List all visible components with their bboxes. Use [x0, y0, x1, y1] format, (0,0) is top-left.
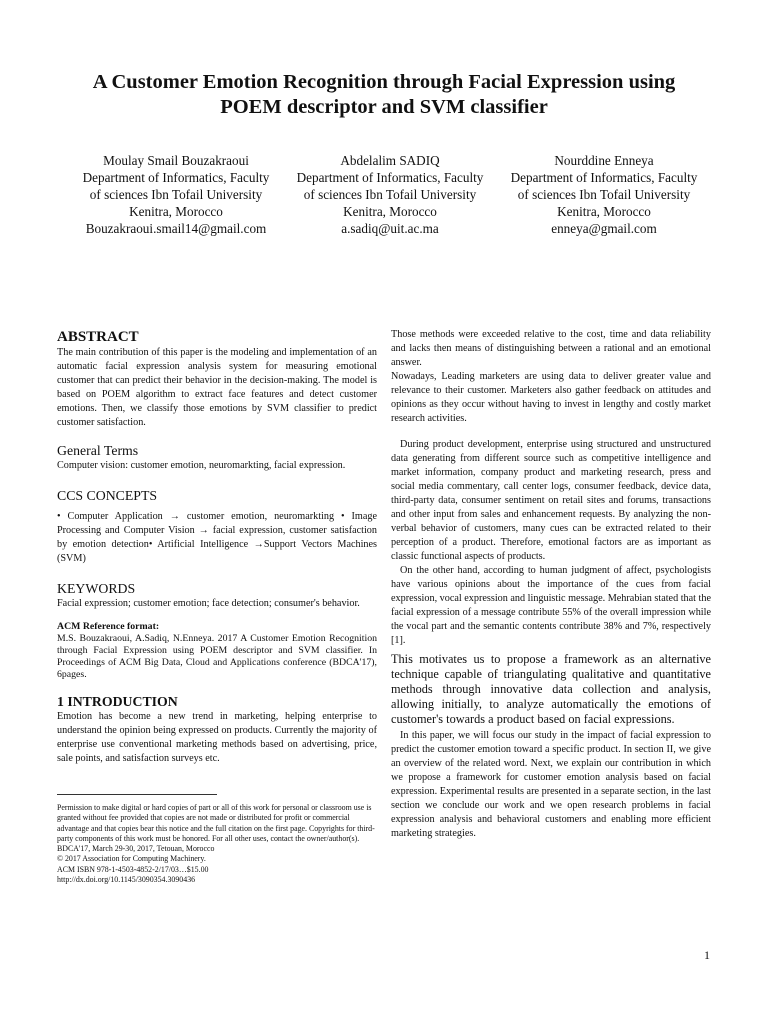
author-uni: of sciences Ibn Tofail University — [303, 187, 477, 202]
acm-reference-text: M.S. Bouzakraoui, A.Sadiq, N.Enneya. 2017 A Customer Emotion Recognition through Facial Expression using POEM descriptor and SVM classifier. In Proceedings of ACM Big Data, Cloud and Applications conference (BDCA'17), 6pages. — [57, 633, 377, 680]
paper-title — [40, 70, 728, 120]
title-line-1: A Customer Emotion Recognition through Facial Expression using — [92, 71, 676, 93]
author-block — [70, 152, 710, 237]
paragraph-2: Nowadays, Leading marketers are using data to deliver greater value and relevance to their customer. Marketers also gather feedback on attitudes and opinions as they occur without having to invest in lengthy and costly market research activities. — [391, 371, 711, 424]
author-3 — [498, 152, 710, 237]
ccs-heading: CCS CONCEPTS — [57, 488, 158, 503]
author-1 — [70, 152, 282, 237]
general-terms-heading: General Terms — [57, 443, 139, 458]
acm-reference-heading: ACM Reference format: — [57, 621, 160, 632]
author-dept: Department of Informatics, Faculty — [82, 170, 270, 185]
author-uni: of sciences Ibn Tofail University — [517, 187, 691, 202]
ccs-text: • Computer Application → customer emotion, neuromarkting • Image Processing and Computer Vision → facial expression, customer satisfaction by emotion detection• Artificial Intelligence →Support Vectors Machines (SVM) — [57, 511, 377, 564]
paragraph-3: During product development, enterprise using structured and unstructured data generating from different source such as competitive intelligence and market information, company product and marketing research, press and social media commentary, call center logs, consumer feedback, device data, third-party data, consumer sentiment on retail sites and forums, transactions and other input from sales and enhancement requests. By analyzing the non-verbal behavior of customers, many cues can be extracted related to their perception of a product. Therefore, emotional factors are as important as classic functional aspects of products. — [391, 439, 711, 562]
author-name: Nourddine Enneya — [554, 153, 654, 168]
page-number: 1 — [704, 948, 710, 962]
right-column — [391, 328, 711, 841]
author-dept: Department of Informatics, Faculty — [296, 170, 484, 185]
footnote-conference: BDCA'17, March 29-30, 2017, Tetouan, Morocco — [57, 844, 215, 854]
author-email[interactable]: a.sadiq@uit.ac.ma — [341, 221, 439, 236]
author-2 — [284, 152, 496, 237]
footnote-isbn: ACM ISBN 978-1-4503-4852-2/17/03…$15.00 — [57, 864, 209, 874]
keywords-heading: KEYWORDS — [57, 581, 136, 596]
abstract-text: The main contribution of this paper is the modeling and implementation of an automatic facial expression analysis system for measuring emotional customer that can predict their behavior in the decision-making. The model is based on POEM algorithm to extract face features and detect customer emotions. Then, we classify those emotions by SVM classifier to predict customer satisfaction. — [57, 347, 377, 428]
paragraph-6: In this paper, we will focus our study in the impact of facial expression to predict the customer emotion toward a specific product. In section II, we give an overview of the related word. Next, we explain our contribution in which we propose a framework for customer emotion analysis based on facial expression. Experimental results are presented in a separate section, in the last section we conclude our work and we open research problems in facial expression analysis and behavioral customers and enabling more efficient marketing strategies. — [391, 730, 711, 839]
general-terms-text: Computer vision: customer emotion, neuromarkting, facial expression. — [57, 460, 346, 471]
author-name: Abdelalim SADIQ — [340, 153, 440, 168]
paragraph-1: Those methods were exceeded relative to the cost, time and data reliability and lacks then means of distinguishing between a rational and an emotional answer. — [391, 329, 711, 368]
footnote-permission: Permission to make digital or hard copies of part or all of this work for personal or classroom use is granted without fee provided that copies are not made or distributed for profit or commercial advantage and that copies bear this notice and the full citation on the first page. Copyrights for third-party components of this work must be honored. For all other uses, contact the owner/author(s). — [57, 803, 375, 843]
left-column — [57, 328, 377, 885]
paragraph-5: This motivates us to propose a framework as an alternative technique capable of triangulating qualitative and quantitative methods through innovative data collection and analysis, allowing initially, to analyze automatically the emotions of customer's towards a product based on facial expressions. — [391, 652, 711, 726]
author-dept: Department of Informatics, Faculty — [510, 170, 698, 185]
keywords-text: Facial expression; customer emotion; face detection; consumer's behavior. — [57, 598, 360, 609]
author-city: Kenitra, Morocco — [129, 204, 223, 219]
abstract-heading: ABSTRACT — [57, 329, 139, 345]
introduction-heading: 1 INTRODUCTION — [57, 694, 178, 709]
introduction-text: Emotion has become a new trend in marketing, helping enterprise to understand the opinion being expressed on products. Currently the majority of enterprise use conventional marketing methods based on advertising, price, sale points, and satisfaction surveys etc. — [57, 711, 377, 764]
paragraph-4: On the other hand, according to human judgment of affect, psychologists have various opinions about the importance of the cues from facial expression, vocal expression and linguistic message. Mehrabian stated that the facial expression of a message contribute 55% of the overall impression while the vocal part and the semantic contents contribute 38% and 7%, respectively [1]. — [391, 565, 711, 646]
footnote-doi[interactable]: http://dx.doi.org/10.1145/3090354.3090436 — [57, 875, 196, 885]
footnote-divider — [57, 794, 217, 795]
footnote-copyright: © 2017 Association for Computing Machinery. — [57, 854, 206, 864]
author-city: Kenitra, Morocco — [343, 204, 437, 219]
title-line-2: POEM descriptor and SVM classifier — [220, 96, 548, 118]
author-email[interactable]: Bouzakraoui.smail14@gmail.com — [85, 221, 267, 236]
author-uni: of sciences Ibn Tofail University — [89, 187, 263, 202]
author-email[interactable]: enneya@gmail.com — [551, 221, 657, 236]
author-city: Kenitra, Morocco — [557, 204, 651, 219]
author-name: Moulay Smail Bouzakraoui — [103, 153, 249, 168]
